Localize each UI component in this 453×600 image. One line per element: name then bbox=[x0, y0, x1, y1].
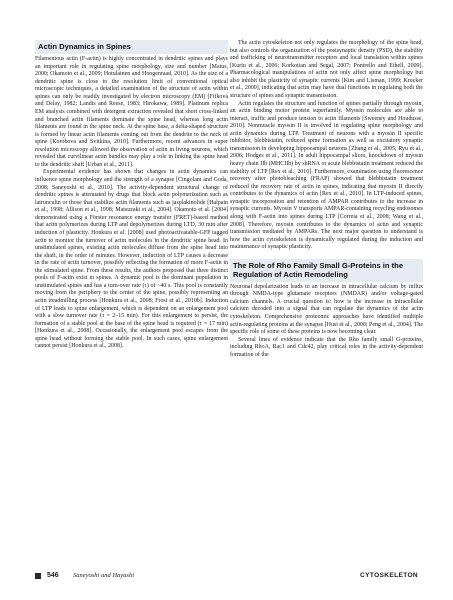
body-paragraph: Neuronal depolarization leads to an increase in intracellular calcium by influx through NMDA-type glutamate receptors (NMDAR) and/or voltage-gated calcium channels. A crucial question is: how is the increase in intracellular calcium decoded into a signal that can regulate the dynamics of the actin cytoskeleton. Comprehensive proteomic approaches have identified multiple actin-regulating proteins at the synapse [Husi et al., 2000; Peng et al., 2004]. The specific role of some of these proteins is now becoming clear. bbox=[230, 283, 423, 336]
running-authors: Saneyoshi and Hayashi bbox=[73, 572, 135, 579]
journal-name: CYTOSKELETON bbox=[359, 572, 418, 579]
body-paragraph: Actin regulates the structure and function of spines partially through myosin, an actin binding motor protein superfamily. Myosin molecules are able to interact, traffic and produce tension to actin filaments [Sweeney and Houdusse, 2010]. Nonmuscle myosin II is involved in regulating spine morphology and actin dynamics during LTP. Treatment of neurons with a myosin II specific inhibitor, blebbistatin, reduced spine formation as well as excitatory synaptic transmission in developing hippocampal neurons [Zhang et al., 2005; Ryu et al., 2006; Hodges et al., 2011]. In adult hippocampal slices, knockdown of myosin heavy chain IIb (MHCIIb) by shRNA or acute blebbistatin treatment reduced the stability of LTP [Rex et al., 2010]. Furthermore, examination using fluorescence recovery after photobleaching (FRAP) showed that blebbistatin treatment reduced the recovery rate of actin in spines, indicating that myosin II directly contributes to the dynamics of actin [Rex et al., 2010]. In LTP-induced spines, synaptic incorporation and retention of AMPAR contributes to the increase in synaptic currents. Myosin V transports AMPAR-containing recycling endosomes along with F-actin into spines during LTP [Correia et al., 2008; Wang et al., 2008]. Therefore, myosin contributes to the dynamics of actin and synaptic transmission mediated by AMPARs. The next major question to understand is how the actin cytoskeleton is dynamically regulated during the induction and maintenance of synaptic plasticity. bbox=[230, 100, 423, 251]
body-paragraph: The actin cytoskeleton not only regulates the morphology of the spine head, but also controls the organization of the postsynaptic density (PSD), the stability and trafficking of neurotransmitter receptors and local translation within spines [Kuriu et al., 2006; Korkotian and Segal, 2007; Pontrello and Ethell, 2009]. Pharmacological manipulations of actin not only affect spine morphology but also inhibit the plasticity of synaptic currents [Kim and Lisman, 1999; Krucker et al., 2000], indicating that actin may have dual functions in regulating both the structure of spines and synaptic transmission. bbox=[230, 40, 423, 99]
section-heading-rho-family: The Role of Rho Family Small G-Proteins in the Regulation of Actin Remodeling bbox=[230, 259, 423, 282]
footer-square-icon bbox=[35, 573, 41, 579]
body-paragraph: Several lines of evidence indicate that the Rho family small G-proteins, including RhoA, Rac1 and Cdc42, play critical roles in the activity-dependent formation of the bbox=[230, 336, 423, 358]
page-number: 546 bbox=[47, 572, 59, 579]
right-column bbox=[230, 40, 423, 359]
left-column bbox=[35, 40, 228, 351]
page-footer bbox=[35, 572, 418, 582]
body-paragraph: Filamentous actin (F-actin) is highly concentrated in dendritic spines and plays an important role in regulating spine morphology, size and number [Matus, 2000; Okamoto et al., 2009; Hotulainen and Hoogenraad, 2010]. As the size of a dendritic spine is close to the resolution limit of conventional optical microscopic techniques, a detailed examination of the structure of actin within spines can only be readily investigated by electron microscopy (EM) [Fifková and Delay, 1982; Landis and Reese, 1983; Hirokawa, 1989]. Platinum replica EM analysis combined with detergent extraction revealed that short cross-linked and branched actin filaments dominate the spine head, whereas long actin filaments are found in the spine neck. At the spine base, a delta-shaped structure is formed by linear actin filaments coming out from the dendrite to the neck of spine [Korobova and Svitkina, 2010]. Furthermore, recent advances in super resolution microscopy allowed the observation of actin in living neurons, which revealed that curvilinear actin bundles may play a role in linking the spine head to the dendritic shaft [Urban et al., 2011]. bbox=[35, 56, 228, 168]
body-paragraph: Experimental evidence has shown that changes in actin dynamics can influence spine morphology and the strength of a synapse [Cingolani and Goda, 2008; Saneyoshi et al., 2010]. The activity-dependent structural change of dendritic spines is attenuated by drugs that block actin polymerization such as latrunculin or those that stabilize actin filaments such as jasplakinolide [Halpain et al., 1998; Allison et al., 1998; Matsuzaki et al., 2004]. Okamoto et al. [2004] demonstrated using a Förster resonance energy transfer (FRET)-based method that actin polymerizes during LTP and depolymerizes during LTD, 30 min after induction of plasticity. Honkura et al. [2008] used photoactivatable-GFP tagged actin to monitor the turnover of actin molecules in the dendritic spine head. In unstimulated spines, existing actin molecules diffuse from the spine head into the shaft, in the order of minutes. However, induction of LTP causes a decrease in the rate of actin turnover, possibly reflecting the formation of more F-actin in the stimulated spine. From these results, the authors proposed that three distinct pools of F-actin exist in spines. A dynamic pool is the dominant population in unstimulated spines and has a turn-over rate (τ) of ~40 s. This pool is constantly moving from the periphery to the center of the spine, possibly representing an actin treadmilling process [Honkura et al., 2008; Frost et al., 2010b]. Induction of LTP leads to spine enlargement, which is dependent on an enlargement pool with a slow turnover rate (τ = 2–15 min). For this enlargement to persist, the formation of a stable pool at the base of the spine head is required (τ = 17 min) [Honkura et al., 2008]. Occasionally, the enlargement pool escapes from the spine head without forming the stable pool. In such cases, spine enlargement cannot persist [Honkura et al., 2008]. bbox=[35, 169, 228, 350]
section-heading-actin-dynamics: Actin Dynamics in Spines bbox=[35, 40, 228, 54]
